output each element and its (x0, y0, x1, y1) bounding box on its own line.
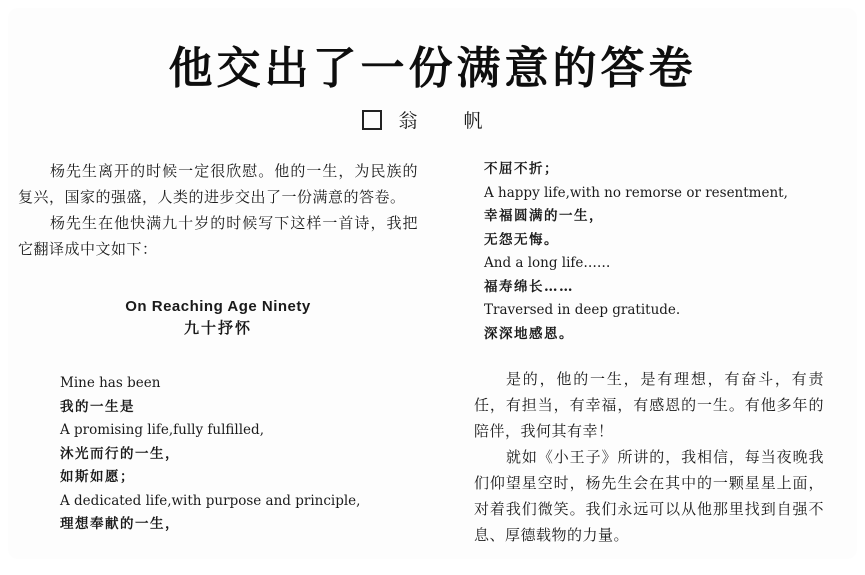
article-title: 他交出了一份满意的答卷 (168, 43, 697, 94)
poem-line-zh: 沐光而行的一生， (60, 445, 180, 462)
article-page (8, 8, 857, 559)
poem-line-en: A happy life,with no remorse or resentment, (484, 184, 788, 201)
poem-block (18, 372, 418, 537)
poem-line-zh: 如斯如愿； (60, 469, 135, 485)
paragraph: 杨先生在他快满九十岁的时候写下这样一首诗，我把它翻译成中文如下： (18, 214, 418, 258)
paragraph: 就如《小王子》所讲的，我相信，每当夜晚我们仰望星空时，杨先生会在其中的一颗星星上面，对着我们微笑。我们永远可以从他那里找到自强不息、厚德载物的力量。 (474, 448, 824, 544)
author-line (8, 106, 857, 133)
poem-block-continued (474, 158, 824, 346)
poem-title-zh: 九十抒怀 (183, 319, 252, 337)
poem-line-zh: 理想奉献的一生， (60, 516, 180, 532)
author-box-icon (362, 110, 382, 130)
right-column (474, 158, 824, 548)
paragraph: 是的，他的一生，是有理想，有奋斗，有责任，有担当，有幸福，有感恩的一生。有他多年的陪伴，我何其有幸！ (474, 370, 824, 440)
closing-paragraphs (474, 366, 824, 548)
poem-title-en: On Reaching Age Ninety (125, 298, 311, 315)
left-column (18, 158, 418, 537)
poem-line-zh: 无怨无悔。 (484, 231, 559, 248)
poem-line-en: Traversed in deep gratitude. (484, 302, 681, 318)
poem-line-zh: 深深地感恩。 (484, 325, 574, 342)
paragraph: 杨先生离开的时候一定很欣慰。他的一生，为民族的复兴，国家的强盛，人类的进步交出了一份满意的答卷。 (18, 162, 418, 206)
poem-line-en: A dedicated life,with purpose and principle, (60, 492, 361, 509)
poem-line-zh: 不屈不折； (484, 161, 559, 177)
poem-line-en: A promising life,fully fulfilled, (60, 422, 264, 438)
author-name: 翁 帆 (398, 110, 503, 132)
poem-line-en: Mine has been (60, 375, 161, 391)
poem-line-zh: 我的一生是 (60, 398, 135, 415)
poem-line-zh: 福寿绵长…… (484, 278, 574, 295)
poem-title (18, 298, 418, 338)
poem-line-zh: 幸福圆满的一生， (484, 208, 604, 224)
poem-line-en: And a long life…… (484, 255, 611, 271)
